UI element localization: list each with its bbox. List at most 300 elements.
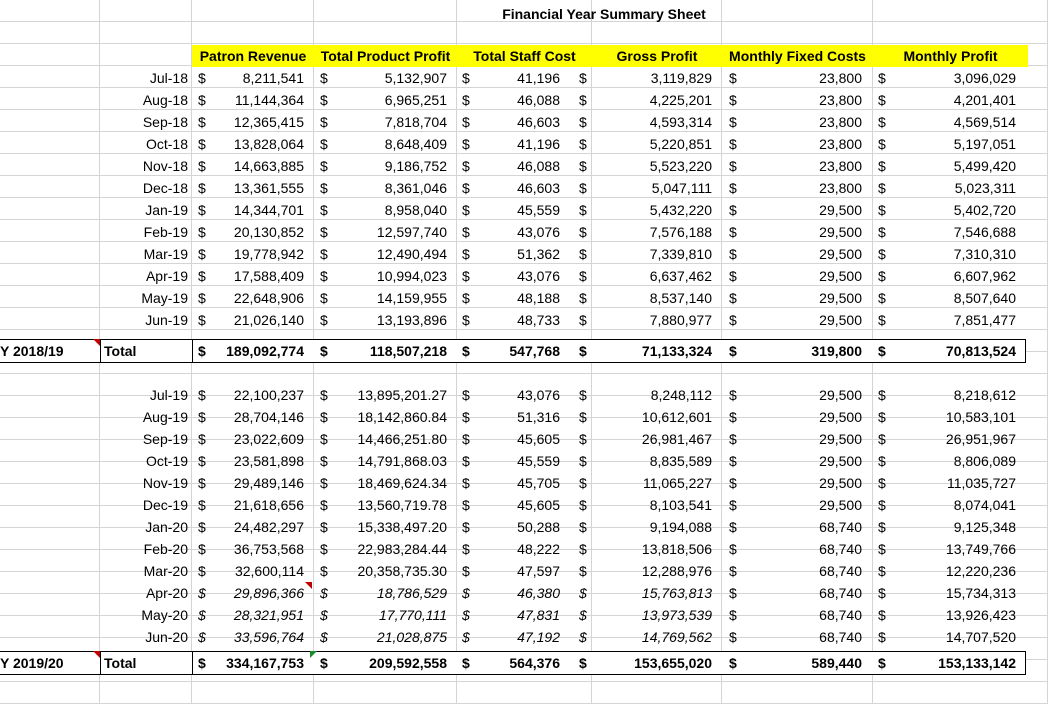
currency-symbol[interactable]: $ xyxy=(320,343,328,359)
value-cell[interactable]: 26,951,967 xyxy=(945,431,1016,447)
currency-symbol[interactable]: $ xyxy=(320,158,328,174)
value-cell[interactable]: 17,588,409 xyxy=(233,268,304,284)
value-cell[interactable]: 6,965,251 xyxy=(384,92,447,108)
currency-symbol[interactable]: $ xyxy=(579,202,587,218)
value-cell[interactable]: 29,500 xyxy=(819,409,862,425)
value-cell[interactable]: 9,194,088 xyxy=(649,519,712,535)
currency-symbol[interactable]: $ xyxy=(462,387,470,403)
value-cell[interactable]: 23,800 xyxy=(819,180,862,196)
currency-symbol[interactable]: $ xyxy=(729,431,737,447)
currency-symbol[interactable]: $ xyxy=(462,136,470,152)
value-cell[interactable]: 8,074,041 xyxy=(953,497,1016,513)
currency-symbol[interactable]: $ xyxy=(729,453,737,469)
currency-symbol[interactable]: $ xyxy=(729,312,737,328)
value-cell[interactable]: 7,576,188 xyxy=(649,224,712,240)
value-cell[interactable]: 21,618,656 xyxy=(233,497,304,513)
total-label[interactable]: Total xyxy=(104,655,137,671)
grid-cell[interactable] xyxy=(0,66,100,88)
grid-cell[interactable] xyxy=(0,308,100,330)
value-cell[interactable]: 9,186,752 xyxy=(384,158,447,174)
currency-symbol[interactable]: $ xyxy=(729,290,737,306)
value-cell[interactable]: 14,159,955 xyxy=(376,290,447,306)
value-cell[interactable]: 20,130,852 xyxy=(233,224,304,240)
total-value[interactable]: 319,800 xyxy=(811,343,862,359)
currency-symbol[interactable]: $ xyxy=(729,92,737,108)
currency-symbol[interactable]: $ xyxy=(320,136,328,152)
column-header[interactable]: Monthly Fixed Costs xyxy=(722,45,873,67)
value-cell[interactable]: 14,707,520 xyxy=(945,629,1016,645)
total-value[interactable]: 209,592,558 xyxy=(369,655,447,671)
comment-indicator-icon[interactable] xyxy=(310,651,317,658)
column-header[interactable]: Patron Revenue xyxy=(192,45,314,67)
value-cell[interactable]: 29,500 xyxy=(819,202,862,218)
value-cell[interactable]: 48,733 xyxy=(517,312,560,328)
value-cell[interactable]: 3,119,829 xyxy=(650,70,712,86)
currency-symbol[interactable]: $ xyxy=(878,180,886,196)
currency-symbol[interactable]: $ xyxy=(579,541,587,557)
currency-symbol[interactable]: $ xyxy=(729,563,737,579)
value-cell[interactable]: 4,569,514 xyxy=(953,114,1016,130)
value-cell[interactable]: 8,648,409 xyxy=(384,136,447,152)
month-label[interactable]: Oct-18 xyxy=(145,136,188,152)
currency-symbol[interactable]: $ xyxy=(462,607,470,623)
value-cell[interactable]: 19,778,942 xyxy=(233,246,304,262)
value-cell[interactable]: 68,740 xyxy=(819,607,862,623)
value-cell[interactable]: 29,500 xyxy=(819,475,862,491)
value-cell[interactable]: 8,507,640 xyxy=(953,290,1016,306)
value-cell[interactable]: 29,500 xyxy=(819,246,862,262)
currency-symbol[interactable]: $ xyxy=(729,519,737,535)
currency-symbol[interactable]: $ xyxy=(729,629,737,645)
value-cell[interactable]: 13,193,896 xyxy=(376,312,447,328)
currency-symbol[interactable]: $ xyxy=(320,607,328,623)
currency-symbol[interactable]: $ xyxy=(878,343,886,359)
value-cell[interactable]: 68,740 xyxy=(819,629,862,645)
value-cell[interactable]: 22,100,237 xyxy=(233,387,304,403)
currency-symbol[interactable]: $ xyxy=(320,268,328,284)
grid-cell[interactable] xyxy=(0,462,100,484)
value-cell[interactable]: 43,076 xyxy=(517,387,560,403)
currency-symbol[interactable]: $ xyxy=(320,312,328,328)
currency-symbol[interactable]: $ xyxy=(579,497,587,513)
value-cell[interactable]: 12,220,236 xyxy=(945,563,1016,579)
grid-cell[interactable] xyxy=(0,572,100,594)
currency-symbol[interactable]: $ xyxy=(198,158,206,174)
value-cell[interactable]: 8,103,541 xyxy=(649,497,712,513)
value-cell[interactable]: 5,197,051 xyxy=(953,136,1016,152)
currency-symbol[interactable]: $ xyxy=(579,655,587,671)
value-cell[interactable]: 14,466,251.80 xyxy=(357,431,447,447)
currency-symbol[interactable]: $ xyxy=(320,387,328,403)
value-cell[interactable]: 46,088 xyxy=(517,92,560,108)
currency-symbol[interactable]: $ xyxy=(579,70,587,86)
currency-symbol[interactable]: $ xyxy=(878,92,886,108)
value-cell[interactable]: 14,769,562 xyxy=(641,629,712,645)
currency-symbol[interactable]: $ xyxy=(198,180,206,196)
currency-symbol[interactable]: $ xyxy=(198,629,206,645)
currency-symbol[interactable]: $ xyxy=(729,114,737,130)
currency-symbol[interactable]: $ xyxy=(320,475,328,491)
value-cell[interactable]: 51,316 xyxy=(517,409,560,425)
value-cell[interactable]: 13,818,506 xyxy=(641,541,712,557)
month-label[interactable]: Jun-19 xyxy=(145,312,188,328)
value-cell[interactable]: 46,380 xyxy=(517,585,560,601)
currency-symbol[interactable]: $ xyxy=(729,585,737,601)
currency-symbol[interactable]: $ xyxy=(729,409,737,425)
value-cell[interactable]: 23,800 xyxy=(819,136,862,152)
currency-symbol[interactable]: $ xyxy=(729,70,737,86)
currency-symbol[interactable]: $ xyxy=(320,431,328,447)
currency-symbol[interactable]: $ xyxy=(462,409,470,425)
value-cell[interactable]: 46,088 xyxy=(517,158,560,174)
currency-symbol[interactable]: $ xyxy=(579,453,587,469)
currency-symbol[interactable]: $ xyxy=(320,453,328,469)
currency-symbol[interactable]: $ xyxy=(878,312,886,328)
month-label[interactable]: Jul-18 xyxy=(149,70,188,86)
value-cell[interactable]: 12,597,740 xyxy=(376,224,447,240)
currency-symbol[interactable]: $ xyxy=(462,519,470,535)
currency-symbol[interactable]: $ xyxy=(462,431,470,447)
value-cell[interactable]: 48,188 xyxy=(517,290,560,306)
currency-symbol[interactable]: $ xyxy=(320,246,328,262)
total-value[interactable]: 589,440 xyxy=(811,655,862,671)
value-cell[interactable]: 7,818,704 xyxy=(384,114,447,130)
value-cell[interactable]: 29,500 xyxy=(819,431,862,447)
value-cell[interactable]: 5,402,720 xyxy=(953,202,1016,218)
currency-symbol[interactable]: $ xyxy=(462,475,470,491)
value-cell[interactable]: 13,895,201.27 xyxy=(357,387,447,403)
month-label[interactable]: Jan-19 xyxy=(145,202,188,218)
value-cell[interactable]: 8,806,089 xyxy=(953,453,1016,469)
value-cell[interactable]: 32,600,114 xyxy=(234,563,304,579)
value-cell[interactable]: 29,500 xyxy=(819,453,862,469)
currency-symbol[interactable]: $ xyxy=(579,387,587,403)
currency-symbol[interactable]: $ xyxy=(579,224,587,240)
value-cell[interactable]: 29,896,366 xyxy=(233,585,304,601)
currency-symbol[interactable]: $ xyxy=(729,158,737,174)
value-cell[interactable]: 8,361,046 xyxy=(384,180,447,196)
currency-symbol[interactable]: $ xyxy=(579,409,587,425)
value-cell[interactable]: 48,222 xyxy=(517,541,560,557)
value-cell[interactable]: 11,035,727 xyxy=(946,475,1016,491)
value-cell[interactable]: 7,339,810 xyxy=(649,246,712,262)
month-label[interactable]: Sep-18 xyxy=(142,114,188,130)
comment-indicator-icon[interactable] xyxy=(305,582,312,589)
value-cell[interactable]: 14,344,701 xyxy=(233,202,304,218)
total-value[interactable]: 189,092,774 xyxy=(226,343,304,359)
currency-symbol[interactable]: $ xyxy=(198,92,206,108)
fiscal-year-label[interactable]: Y 2019/20 xyxy=(0,655,64,671)
currency-symbol[interactable]: $ xyxy=(198,268,206,284)
currency-symbol[interactable]: $ xyxy=(462,312,470,328)
value-cell[interactable]: 11,144,364 xyxy=(234,92,304,108)
value-cell[interactable]: 36,753,568 xyxy=(233,541,304,557)
grid-cell[interactable] xyxy=(0,88,100,110)
value-cell[interactable]: 10,994,023 xyxy=(376,268,447,284)
currency-symbol[interactable]: $ xyxy=(198,585,206,601)
currency-symbol[interactable]: $ xyxy=(878,519,886,535)
currency-symbol[interactable]: $ xyxy=(878,541,886,557)
currency-symbol[interactable]: $ xyxy=(878,563,886,579)
value-cell[interactable]: 68,740 xyxy=(819,585,862,601)
value-cell[interactable]: 23,800 xyxy=(819,70,862,86)
currency-symbol[interactable]: $ xyxy=(462,268,470,284)
value-cell[interactable]: 5,132,907 xyxy=(384,70,447,86)
month-label[interactable]: Jan-20 xyxy=(145,519,188,535)
fiscal-year-label[interactable]: Y 2018/19 xyxy=(0,343,64,359)
value-cell[interactable]: 9,125,348 xyxy=(953,519,1016,535)
currency-symbol[interactable]: $ xyxy=(462,497,470,513)
value-cell[interactable]: 5,023,311 xyxy=(954,180,1016,196)
value-cell[interactable]: 11,065,227 xyxy=(642,475,712,491)
currency-symbol[interactable]: $ xyxy=(320,180,328,196)
month-label[interactable]: Apr-19 xyxy=(145,268,188,284)
value-cell[interactable]: 41,196 xyxy=(517,136,560,152)
value-cell[interactable]: 26,981,467 xyxy=(641,431,712,447)
value-cell[interactable]: 13,926,423 xyxy=(945,607,1016,623)
grid-cell[interactable] xyxy=(0,242,100,264)
grid-cell[interactable] xyxy=(100,44,192,66)
value-cell[interactable]: 13,828,064 xyxy=(233,136,304,152)
currency-symbol[interactable]: $ xyxy=(462,541,470,557)
value-cell[interactable]: 29,500 xyxy=(819,497,862,513)
value-cell[interactable]: 8,958,040 xyxy=(384,202,447,218)
currency-symbol[interactable]: $ xyxy=(878,475,886,491)
currency-symbol[interactable]: $ xyxy=(729,246,737,262)
value-cell[interactable]: 68,740 xyxy=(819,541,862,557)
currency-symbol[interactable]: $ xyxy=(198,202,206,218)
currency-symbol[interactable]: $ xyxy=(729,180,737,196)
currency-symbol[interactable]: $ xyxy=(878,453,886,469)
currency-symbol[interactable]: $ xyxy=(729,224,737,240)
value-cell[interactable]: 12,490,494 xyxy=(376,246,447,262)
value-cell[interactable]: 41,196 xyxy=(517,70,560,86)
value-cell[interactable]: 45,705 xyxy=(517,475,560,491)
currency-symbol[interactable]: $ xyxy=(579,431,587,447)
currency-symbol[interactable]: $ xyxy=(462,224,470,240)
value-cell[interactable]: 22,648,906 xyxy=(233,290,304,306)
currency-symbol[interactable]: $ xyxy=(579,92,587,108)
column-header[interactable]: Total Staff Cost xyxy=(457,45,592,67)
month-label[interactable]: Feb-19 xyxy=(143,224,188,240)
currency-symbol[interactable]: $ xyxy=(729,387,737,403)
value-cell[interactable]: 8,218,612 xyxy=(953,387,1016,403)
currency-symbol[interactable]: $ xyxy=(320,290,328,306)
currency-symbol[interactable]: $ xyxy=(878,70,886,86)
value-cell[interactable]: 5,432,220 xyxy=(649,202,712,218)
currency-symbol[interactable]: $ xyxy=(579,180,587,196)
value-cell[interactable]: 68,740 xyxy=(819,519,862,535)
grid-cell[interactable] xyxy=(0,506,100,528)
currency-symbol[interactable]: $ xyxy=(462,290,470,306)
grid-cell[interactable] xyxy=(0,286,100,308)
currency-symbol[interactable]: $ xyxy=(198,541,206,557)
value-cell[interactable]: 21,026,140 xyxy=(233,312,304,328)
total-value[interactable]: 118,507,218 xyxy=(369,343,447,359)
month-label[interactable]: Feb-20 xyxy=(143,541,188,557)
currency-symbol[interactable]: $ xyxy=(198,343,206,359)
currency-symbol[interactable]: $ xyxy=(198,607,206,623)
currency-symbol[interactable]: $ xyxy=(878,246,886,262)
month-label[interactable]: Aug-18 xyxy=(142,92,188,108)
currency-symbol[interactable]: $ xyxy=(320,70,328,86)
currency-symbol[interactable]: $ xyxy=(320,92,328,108)
grid-cell[interactable] xyxy=(0,594,100,616)
currency-symbol[interactable]: $ xyxy=(878,629,886,645)
currency-symbol[interactable]: $ xyxy=(579,268,587,284)
month-label[interactable]: Dec-18 xyxy=(142,180,188,196)
currency-symbol[interactable]: $ xyxy=(579,475,587,491)
value-cell[interactable]: 4,225,201 xyxy=(649,92,712,108)
value-cell[interactable]: 13,973,539 xyxy=(641,607,712,623)
currency-symbol[interactable]: $ xyxy=(729,497,737,513)
month-label[interactable]: Dec-19 xyxy=(142,497,188,513)
grid-cell[interactable] xyxy=(0,484,100,506)
month-label[interactable]: May-20 xyxy=(141,607,188,623)
value-cell[interactable]: 22,983,284.44 xyxy=(357,541,447,557)
grid-cell[interactable] xyxy=(0,176,100,198)
currency-symbol[interactable]: $ xyxy=(878,497,886,513)
total-value[interactable]: 153,655,020 xyxy=(634,655,712,671)
currency-symbol[interactable]: $ xyxy=(462,180,470,196)
grid-cell[interactable] xyxy=(0,616,100,638)
value-cell[interactable]: 18,786,529 xyxy=(376,585,447,601)
currency-symbol[interactable]: $ xyxy=(198,224,206,240)
currency-symbol[interactable]: $ xyxy=(579,563,587,579)
month-label[interactable]: Nov-19 xyxy=(142,475,188,491)
grid-cell[interactable] xyxy=(0,198,100,220)
currency-symbol[interactable]: $ xyxy=(729,202,737,218)
value-cell[interactable]: 5,220,851 xyxy=(649,136,712,152)
currency-symbol[interactable]: $ xyxy=(462,92,470,108)
currency-symbol[interactable]: $ xyxy=(198,409,206,425)
value-cell[interactable]: 6,637,462 xyxy=(649,268,712,284)
value-cell[interactable]: 4,201,401 xyxy=(953,92,1016,108)
total-label[interactable]: Total xyxy=(104,343,137,359)
value-cell[interactable]: 6,607,962 xyxy=(953,268,1016,284)
grid-cell[interactable] xyxy=(873,682,1048,704)
grid-cell[interactable] xyxy=(457,682,592,704)
value-cell[interactable]: 21,028,875 xyxy=(376,629,447,645)
currency-symbol[interactable]: $ xyxy=(320,541,328,557)
value-cell[interactable]: 15,734,313 xyxy=(945,585,1016,601)
value-cell[interactable]: 13,749,766 xyxy=(945,541,1016,557)
currency-symbol[interactable]: $ xyxy=(729,268,737,284)
currency-symbol[interactable]: $ xyxy=(320,114,328,130)
value-cell[interactable]: 13,560,719.78 xyxy=(357,497,447,513)
value-cell[interactable]: 29,500 xyxy=(819,268,862,284)
currency-symbol[interactable]: $ xyxy=(878,290,886,306)
currency-symbol[interactable]: $ xyxy=(320,409,328,425)
value-cell[interactable]: 29,500 xyxy=(819,387,862,403)
value-cell[interactable]: 10,612,601 xyxy=(641,409,712,425)
currency-symbol[interactable]: $ xyxy=(579,519,587,535)
currency-symbol[interactable]: $ xyxy=(320,224,328,240)
value-cell[interactable]: 23,800 xyxy=(819,158,862,174)
currency-symbol[interactable]: $ xyxy=(198,655,206,671)
currency-symbol[interactable]: $ xyxy=(198,453,206,469)
grid-cell[interactable] xyxy=(0,132,100,154)
currency-symbol[interactable]: $ xyxy=(878,136,886,152)
currency-symbol[interactable]: $ xyxy=(320,563,328,579)
currency-symbol[interactable]: $ xyxy=(198,563,206,579)
value-cell[interactable]: 47,597 xyxy=(517,563,560,579)
total-value[interactable]: 70,813,524 xyxy=(945,343,1016,359)
grid-cell[interactable] xyxy=(0,528,100,550)
value-cell[interactable]: 33,596,764 xyxy=(233,629,304,645)
currency-symbol[interactable]: $ xyxy=(579,312,587,328)
month-label[interactable]: Mar-19 xyxy=(143,246,188,262)
grid-cell[interactable] xyxy=(0,264,100,286)
value-cell[interactable]: 14,791,868.03 xyxy=(357,453,447,469)
month-label[interactable]: Aug-19 xyxy=(142,409,188,425)
currency-symbol[interactable]: $ xyxy=(198,290,206,306)
currency-symbol[interactable]: $ xyxy=(198,497,206,513)
column-header[interactable]: Monthly Profit xyxy=(873,45,1028,67)
currency-symbol[interactable]: $ xyxy=(878,585,886,601)
grid-cell[interactable] xyxy=(100,682,192,704)
month-label[interactable]: Nov-18 xyxy=(142,158,188,174)
value-cell[interactable]: 45,559 xyxy=(517,202,560,218)
currency-symbol[interactable]: $ xyxy=(579,343,587,359)
value-cell[interactable]: 8,248,112 xyxy=(650,387,712,403)
value-cell[interactable]: 28,321,951 xyxy=(233,607,304,623)
currency-symbol[interactable]: $ xyxy=(462,655,470,671)
currency-symbol[interactable]: $ xyxy=(878,409,886,425)
value-cell[interactable]: 45,605 xyxy=(517,497,560,513)
value-cell[interactable]: 5,523,220 xyxy=(649,158,712,174)
value-cell[interactable]: 17,770,111 xyxy=(379,607,447,623)
currency-symbol[interactable]: $ xyxy=(878,268,886,284)
value-cell[interactable]: 15,338,497.20 xyxy=(357,519,447,535)
value-cell[interactable]: 7,880,977 xyxy=(649,312,712,328)
grid-cell[interactable] xyxy=(192,682,314,704)
value-cell[interactable]: 7,546,688 xyxy=(953,224,1016,240)
value-cell[interactable]: 46,603 xyxy=(517,114,560,130)
currency-symbol[interactable]: $ xyxy=(878,114,886,130)
currency-symbol[interactable]: $ xyxy=(198,114,206,130)
value-cell[interactable]: 12,288,976 xyxy=(641,563,712,579)
currency-symbol[interactable]: $ xyxy=(462,629,470,645)
currency-symbol[interactable]: $ xyxy=(878,607,886,623)
currency-symbol[interactable]: $ xyxy=(579,629,587,645)
grid-cell[interactable] xyxy=(314,682,457,704)
currency-symbol[interactable]: $ xyxy=(878,224,886,240)
grid-cell[interactable] xyxy=(0,154,100,176)
month-label[interactable]: Sep-19 xyxy=(142,431,188,447)
month-label[interactable]: Oct-19 xyxy=(145,453,188,469)
value-cell[interactable]: 13,361,555 xyxy=(233,180,304,196)
value-cell[interactable]: 29,489,146 xyxy=(233,475,304,491)
currency-symbol[interactable]: $ xyxy=(579,136,587,152)
currency-symbol[interactable]: $ xyxy=(320,629,328,645)
value-cell[interactable]: 50,288 xyxy=(517,519,560,535)
currency-symbol[interactable]: $ xyxy=(878,158,886,174)
value-cell[interactable]: 23,022,609 xyxy=(233,431,304,447)
currency-symbol[interactable]: $ xyxy=(198,475,206,491)
value-cell[interactable]: 4,593,314 xyxy=(649,114,712,130)
currency-symbol[interactable]: $ xyxy=(729,136,737,152)
value-cell[interactable]: 23,581,898 xyxy=(233,453,304,469)
grid-cell[interactable] xyxy=(592,682,722,704)
value-cell[interactable]: 8,537,140 xyxy=(649,290,712,306)
currency-symbol[interactable]: $ xyxy=(462,70,470,86)
value-cell[interactable]: 3,096,029 xyxy=(953,70,1016,86)
currency-symbol[interactable]: $ xyxy=(320,585,328,601)
currency-symbol[interactable]: $ xyxy=(579,246,587,262)
value-cell[interactable]: 29,500 xyxy=(819,290,862,306)
comment-indicator-icon[interactable] xyxy=(93,651,100,658)
